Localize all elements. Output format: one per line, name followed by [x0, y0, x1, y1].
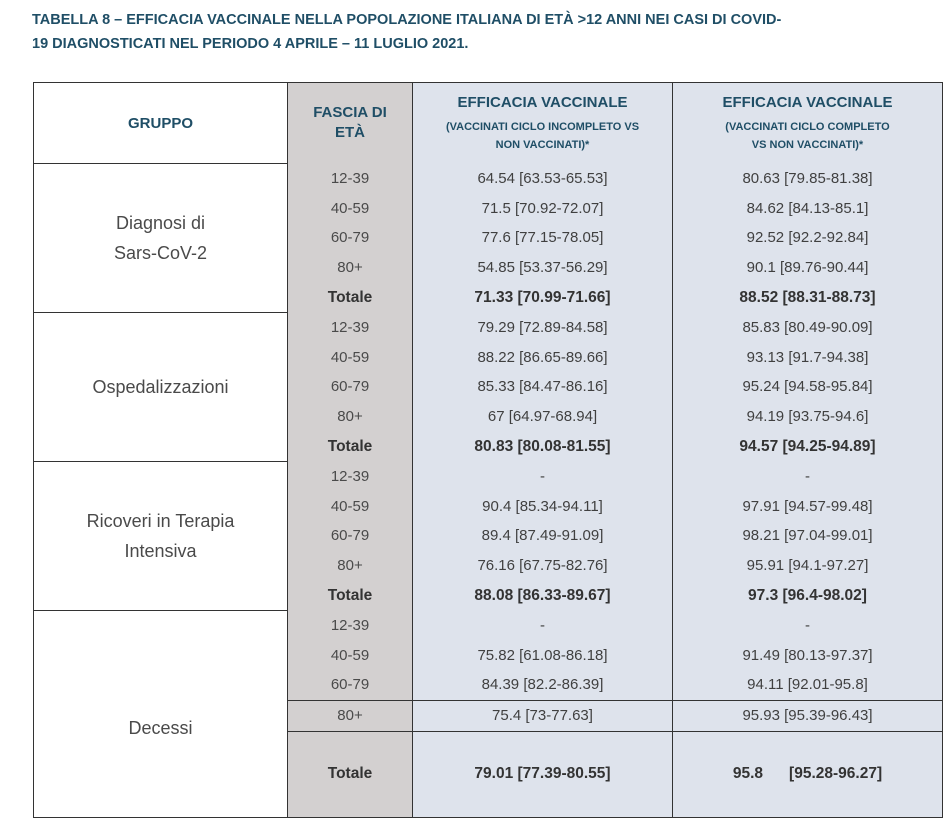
age-cell: 40-59 — [288, 193, 413, 223]
complete-total-ci: [95.28-96.27] — [789, 765, 883, 783]
caption-line-2: 19 DIAGNOSTICATI NEL PERIODO 4 APRILE – 11 LUGLIO 2021. — [32, 36, 469, 52]
group-cell-ospedalizzazioni — [34, 312, 288, 461]
group-name-line1: Diagnosi di — [115, 212, 206, 233]
complete-cell: 90.1 [89.76-90.44] — [673, 253, 943, 283]
age-cell: 60-79 — [288, 372, 413, 402]
group-cell-decessi — [34, 610, 288, 817]
incomplete-cell-total: 88.08 [86.33-89.67] — [413, 581, 673, 611]
table-row — [34, 610, 943, 640]
complete-cell-total — [673, 731, 943, 817]
complete-cell-total: 88.52 [88.31-88.73] — [673, 283, 943, 313]
complete-cell: 95.91 [94.1-97.27] — [673, 551, 943, 581]
complete-cell: 98.21 [97.04-99.01] — [673, 521, 943, 551]
complete-cell: 94.11 [92.01-95.8] — [673, 670, 943, 700]
incomplete-cell: 71.5 [70.92-72.07] — [413, 193, 673, 223]
incomplete-cell-total: 79.01 [77.39-80.55] — [413, 731, 673, 817]
age-cell: 80+ — [288, 700, 413, 731]
complete-cell: - — [673, 461, 943, 491]
incomplete-cell: 90.4 [85.34-94.11] — [413, 491, 673, 521]
age-cell: 12-39 — [288, 312, 413, 342]
age-cell: 80+ — [288, 551, 413, 581]
complete-cell: 91.49 [80.13-97.37] — [673, 640, 943, 670]
incomplete-cell: 85.33 [84.47-86.16] — [413, 372, 673, 402]
complete-cell: 85.83 [80.49-90.09] — [673, 312, 943, 342]
caption-line-1: TABELLA 8 – EFFICACIA VACCINALE NELLA POPOLAZIONE ITALIANA DI ETÀ >12 ANNI NEI CASI DI COVID- — [32, 12, 782, 28]
header-age-line1: FASCIA DI — [313, 104, 387, 122]
incomplete-cell: 89.4 [87.49-91.09] — [413, 521, 673, 551]
table-row — [34, 164, 943, 194]
complete-cell-total: 94.57 [94.25-94.89] — [673, 432, 943, 462]
header-age-line2: ETÀ — [335, 124, 365, 142]
age-cell: 40-59 — [288, 640, 413, 670]
header-complete-sub1: (VACCINATI CICLO COMPLETO — [725, 121, 890, 134]
complete-cell-total: 97.3 [96.4-98.02] — [673, 581, 943, 611]
age-cell: 12-39 — [288, 610, 413, 640]
age-cell-total: Totale — [288, 283, 413, 313]
age-cell: 60-79 — [288, 223, 413, 253]
incomplete-cell: 79.29 [72.89-84.58] — [413, 312, 673, 342]
age-cell: 40-59 — [288, 491, 413, 521]
age-cell: 12-39 — [288, 461, 413, 491]
table-caption — [32, 8, 942, 56]
header-incomplete — [413, 83, 673, 164]
incomplete-cell: 75.82 [61.08-86.18] — [413, 640, 673, 670]
complete-cell: 95.24 [94.58-95.84] — [673, 372, 943, 402]
incomplete-cell: - — [413, 461, 673, 491]
group-name-line1: Decessi — [128, 717, 193, 738]
complete-cell: - — [673, 610, 943, 640]
age-cell: 60-79 — [288, 670, 413, 700]
incomplete-cell: 54.85 [53.37-56.29] — [413, 253, 673, 283]
header-group: GRUPPO — [34, 83, 288, 164]
age-cell: 40-59 — [288, 342, 413, 372]
complete-cell: 93.13 [91.7-94.38] — [673, 342, 943, 372]
incomplete-cell: 75.4 [73-77.63] — [413, 700, 673, 731]
incomplete-cell: 88.22 [86.65-89.66] — [413, 342, 673, 372]
complete-cell: 80.63 [79.85-81.38] — [673, 164, 943, 194]
complete-cell: 94.19 [93.75-94.6] — [673, 402, 943, 432]
age-cell: 80+ — [288, 402, 413, 432]
group-cell-terapia-intensiva — [34, 461, 288, 610]
incomplete-cell: 77.6 [77.15-78.05] — [413, 223, 673, 253]
header-complete — [673, 83, 943, 164]
age-cell: 12-39 — [288, 164, 413, 194]
header-row — [34, 83, 943, 164]
incomplete-cell-total: 71.33 [70.99-71.66] — [413, 283, 673, 313]
header-complete-sub2: VS NON VACCINATI)* — [751, 139, 864, 152]
table-row — [34, 461, 943, 491]
group-name-line1: Ricoveri in Terapia — [86, 510, 235, 531]
header-incomplete-sub2: NON VACCINATI)* — [495, 139, 590, 152]
complete-total-value: 95.8 — [732, 765, 764, 783]
incomplete-cell: 76.16 [67.75-82.76] — [413, 551, 673, 581]
age-cell-total: Totale — [288, 731, 413, 817]
age-cell-total: Totale — [288, 581, 413, 611]
header-incomplete-sub1: (VACCINATI CICLO INCOMPLETO VS — [445, 121, 640, 134]
header-age — [288, 83, 413, 164]
header-complete-title: EFFICACIA VACCINALE — [722, 94, 893, 112]
efficacy-table — [33, 82, 943, 818]
complete-cell: 95.93 [95.39-96.43] — [673, 700, 943, 731]
complete-cell: 97.91 [94.57-99.48] — [673, 491, 943, 521]
age-cell: 60-79 — [288, 521, 413, 551]
incomplete-cell: - — [413, 610, 673, 640]
complete-cell: 84.62 [84.13-85.1] — [673, 193, 943, 223]
incomplete-cell: 64.54 [63.53-65.53] — [413, 164, 673, 194]
incomplete-cell: 84.39 [82.2-86.39] — [413, 670, 673, 700]
group-name-line2: Intensiva — [124, 540, 197, 561]
incomplete-cell-total: 80.83 [80.08-81.55] — [413, 432, 673, 462]
table-row — [34, 312, 943, 342]
header-incomplete-title: EFFICACIA VACCINALE — [457, 94, 628, 112]
incomplete-cell: 67 [64.97-68.94] — [413, 402, 673, 432]
complete-cell: 92.52 [92.2-92.84] — [673, 223, 943, 253]
group-name-line2: Sars-CoV-2 — [113, 242, 208, 263]
age-cell: 80+ — [288, 253, 413, 283]
group-name-line1: Ospedalizzazioni — [92, 376, 229, 397]
age-cell-total: Totale — [288, 432, 413, 462]
group-cell-diagnosi — [34, 164, 288, 313]
